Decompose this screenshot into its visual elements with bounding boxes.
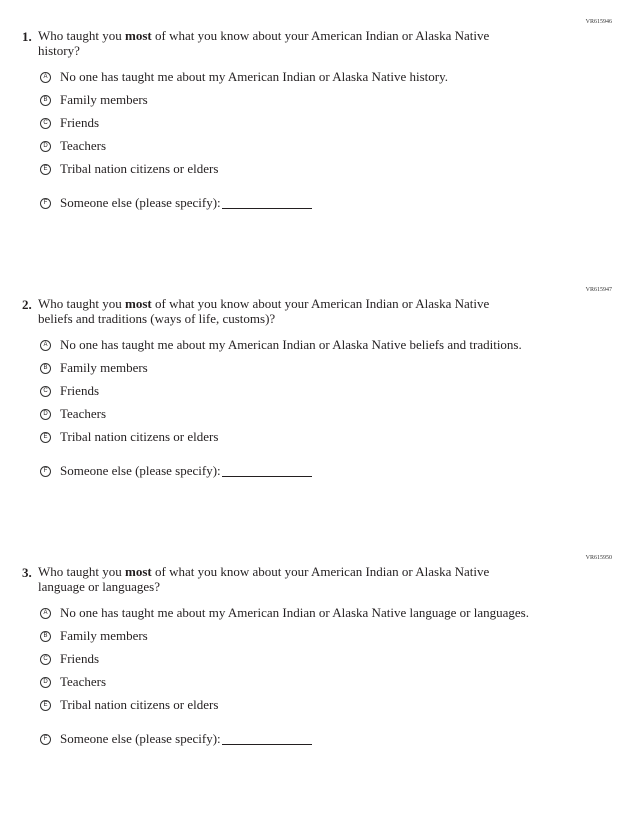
radio-bubble-icon[interactable]: F — [40, 466, 51, 477]
option-label: Someone else (please specify): — [60, 463, 221, 478]
option-label: Tribal nation citizens or elders — [60, 161, 219, 176]
answer-option[interactable] — [40, 337, 522, 353]
radio-bubble-icon[interactable]: A — [40, 340, 51, 351]
question-number: 3. — [22, 565, 32, 580]
specify-input[interactable] — [222, 734, 312, 745]
item-code: VR615946 — [585, 19, 612, 25]
radio-bubble-icon[interactable]: A — [40, 608, 51, 619]
answer-option[interactable] — [40, 69, 448, 85]
option-label: Friends — [60, 115, 99, 130]
radio-bubble-icon[interactable]: B — [40, 631, 51, 642]
option-label: Family members — [60, 92, 148, 107]
option-label: Friends — [60, 651, 99, 666]
radio-bubble-icon[interactable]: C — [40, 118, 51, 129]
answer-option[interactable] — [40, 115, 99, 131]
option-label: Friends — [60, 383, 99, 398]
answer-option[interactable] — [40, 360, 148, 376]
question-number: 1. — [22, 29, 32, 44]
option-label: Family members — [60, 628, 148, 643]
radio-bubble-icon[interactable]: F — [40, 734, 51, 745]
radio-bubble-icon[interactable]: E — [40, 700, 51, 711]
answer-option[interactable] — [40, 138, 106, 154]
item-code: VR615947 — [585, 287, 612, 293]
option-label: Teachers — [60, 674, 107, 689]
radio-bubble-icon[interactable]: A — [40, 72, 51, 83]
question-text: Who taught you most of what you know about your American Indian or Alaska Native beliefs and traditions (ways of life, customs)? — [38, 296, 490, 326]
answer-option[interactable] — [40, 383, 99, 399]
radio-bubble-icon[interactable]: F — [40, 198, 51, 209]
question-block — [0, 555, 620, 815]
answer-option[interactable] — [40, 731, 312, 747]
answer-option[interactable] — [40, 651, 99, 667]
answer-option[interactable] — [40, 605, 529, 621]
answer-option[interactable] — [40, 463, 312, 479]
option-label: Teachers — [60, 138, 107, 153]
item-code: VR615950 — [585, 555, 612, 561]
radio-bubble-icon[interactable]: D — [40, 677, 51, 688]
option-label: Someone else (please specify): — [60, 195, 221, 210]
radio-bubble-icon[interactable]: B — [40, 95, 51, 106]
radio-bubble-icon[interactable]: C — [40, 654, 51, 665]
answer-option[interactable] — [40, 674, 106, 690]
answer-option[interactable] — [40, 195, 312, 211]
question-block — [0, 287, 620, 547]
answer-option[interactable] — [40, 628, 148, 644]
specify-input[interactable] — [222, 198, 312, 209]
question-text: Who taught you most of what you know about your American Indian or Alaska Native history? — [38, 28, 490, 58]
option-label: No one has taught me about my American Indian or Alaska Native beliefs and traditions. — [60, 337, 522, 352]
option-label: Tribal nation citizens or elders — [60, 429, 219, 444]
option-label: No one has taught me about my American Indian or Alaska Native history. — [60, 69, 448, 84]
radio-bubble-icon[interactable]: B — [40, 363, 51, 374]
specify-input[interactable] — [222, 466, 312, 477]
option-label: Teachers — [60, 406, 107, 421]
question-text: Who taught you most of what you know about your American Indian or Alaska Native language or languages? — [38, 564, 490, 594]
answer-option[interactable] — [40, 92, 148, 108]
answer-option[interactable] — [40, 429, 218, 445]
radio-bubble-icon[interactable]: D — [40, 141, 51, 152]
radio-bubble-icon[interactable]: C — [40, 386, 51, 397]
answer-option[interactable] — [40, 161, 218, 177]
option-label: No one has taught me about my American Indian or Alaska Native language or languages. — [60, 605, 529, 620]
question-block — [0, 19, 620, 279]
option-label: Someone else (please specify): — [60, 731, 221, 746]
option-label: Tribal nation citizens or elders — [60, 697, 219, 712]
radio-bubble-icon[interactable]: E — [40, 164, 51, 175]
radio-bubble-icon[interactable]: E — [40, 432, 51, 443]
option-label: Family members — [60, 360, 148, 375]
answer-option[interactable] — [40, 406, 106, 422]
radio-bubble-icon[interactable]: D — [40, 409, 51, 420]
question-number: 2. — [22, 297, 32, 312]
answer-option[interactable] — [40, 697, 218, 713]
